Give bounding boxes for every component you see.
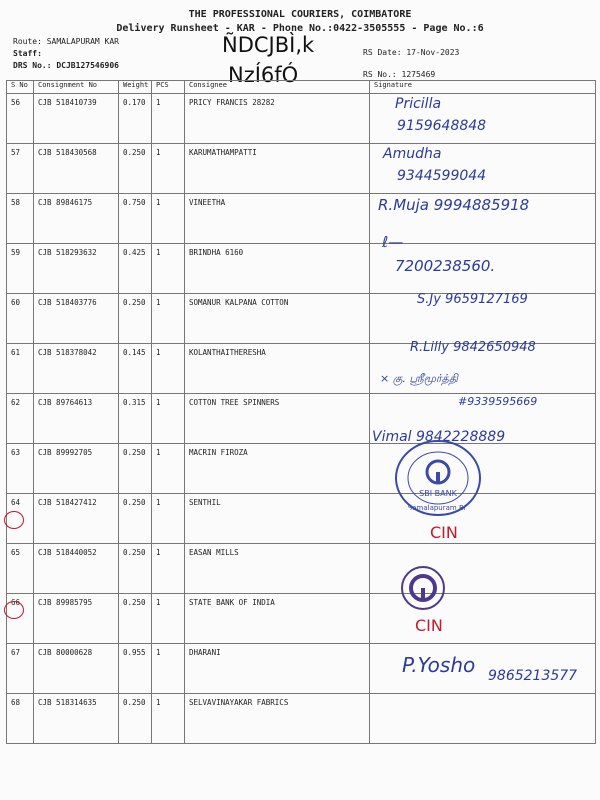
- row-consignment: CJB 518430568: [34, 144, 119, 194]
- signature-68-mark: P.Yosho: [402, 653, 476, 677]
- row-consignee: KOLANTHAITHERESHA: [185, 344, 370, 394]
- row-weight: 0.145: [119, 344, 152, 394]
- row-consignee: VINEETHA: [185, 194, 370, 244]
- route-value: SAMALAPURAM KAR: [46, 37, 119, 46]
- row-consignee: KARUMATHAMPATTI: [185, 144, 370, 194]
- row-consignment: CJB 89985795: [34, 594, 119, 644]
- row-sno: 63: [7, 444, 34, 494]
- runsheet-subtitle: Delivery Runsheet - KAR - Phone No.:0422-3505555 - Page No.:6: [116, 23, 484, 34]
- row-pcs: 1: [152, 444, 185, 494]
- row-weight: 0.250: [119, 444, 152, 494]
- staff-label: Staff:: [13, 49, 42, 58]
- col-consignment: Consignment No: [34, 81, 119, 94]
- row-sno: 57: [7, 144, 34, 194]
- row-pcs: 1: [152, 344, 185, 394]
- row-sno: 68: [7, 694, 34, 744]
- row-weight: 0.425: [119, 244, 152, 294]
- row-pcs: 1: [152, 694, 185, 744]
- col-weight: Weight: [119, 81, 152, 94]
- signature-58: R.Muja 9994885918: [378, 196, 530, 214]
- row-consignee: MACRIN FIROZA: [185, 444, 370, 494]
- bank-stamp-purple: [400, 565, 446, 611]
- row-pcs: 1: [152, 544, 185, 594]
- row-weight: 0.750: [119, 194, 152, 244]
- barcode-line-2: NzÍ6fÓ: [228, 63, 299, 87]
- row-consignee: SOMANUR KALPANA COTTON: [185, 294, 370, 344]
- signature-62-phone: #9339595669: [458, 395, 538, 408]
- cin-mark-65: CIN: [430, 523, 458, 542]
- barcode-line-1: ÑDCJBÌ,k: [222, 33, 315, 57]
- row-consignee: EASAN MILLS: [185, 544, 370, 594]
- row-sno: 65: [7, 544, 34, 594]
- row-consignment: CJB 89846175: [34, 194, 119, 244]
- row-weight: 0.250: [119, 694, 152, 744]
- row-consignment: CJB 518410739: [34, 94, 119, 144]
- col-consignee: Consignee: [185, 81, 370, 94]
- row-consignment: CJB 518378042: [34, 344, 119, 394]
- row-sno: 58: [7, 194, 34, 244]
- red-circle-65: [4, 511, 24, 529]
- drs-line: [13, 61, 119, 70]
- row-weight: 0.170: [119, 94, 152, 144]
- row-consignment: CJB 518427412: [34, 494, 119, 544]
- route-label: Route:: [13, 37, 42, 46]
- signature-57-phone: 9344599044: [397, 168, 487, 184]
- table-row: [7, 444, 596, 494]
- row-pcs: 1: [152, 94, 185, 144]
- row-weight: 0.315: [119, 394, 152, 444]
- row-pcs: 1: [152, 244, 185, 294]
- rs-number: RS No.: 1275469: [363, 70, 436, 79]
- row-sno: 56: [7, 94, 34, 144]
- table-row: [7, 494, 596, 544]
- red-circle-67: [4, 601, 24, 619]
- row-consignee: STATE BANK OF INDIA: [185, 594, 370, 644]
- row-pcs: 1: [152, 394, 185, 444]
- table-row: [7, 544, 596, 594]
- row-weight: 0.250: [119, 594, 152, 644]
- table-row: [7, 144, 596, 194]
- rs-date: RS Date: 17-Nov-2023: [363, 48, 460, 57]
- table-header-row: [7, 81, 596, 94]
- runsheet-table: [6, 80, 596, 744]
- row-consignee: COTTON TREE SPINNERS: [185, 394, 370, 444]
- row-consignment: CJB 89992705: [34, 444, 119, 494]
- row-pcs: 1: [152, 294, 185, 344]
- row-weight: 0.250: [119, 494, 152, 544]
- signature-56-phone: 9159648848: [397, 118, 487, 134]
- row-sno: 64: [7, 494, 34, 544]
- signature-63: Vimal 9842228889: [372, 429, 506, 445]
- sbi-stamp-bank: SBI BANK: [419, 489, 457, 498]
- table-row: [7, 594, 596, 644]
- row-consignee: DHARANI: [185, 644, 370, 694]
- row-weight: 0.250: [119, 294, 152, 344]
- row-sno: 60: [7, 294, 34, 344]
- signature-57-name: Amudha: [383, 146, 442, 162]
- col-sno: S No: [7, 81, 34, 94]
- signature-60: S.Jy 9659127169: [417, 292, 528, 307]
- row-signature: [370, 694, 596, 744]
- row-consignment: CJB 518403776: [34, 294, 119, 344]
- signature-62-tamil: × கு. ஸ்ரீமூர்த்தி: [380, 372, 458, 385]
- company-title: THE PROFESSIONAL COURIERS, COIMBATORE: [188, 9, 412, 20]
- row-pcs: 1: [152, 194, 185, 244]
- row-sno: 59: [7, 244, 34, 294]
- row-sno: 66: [7, 594, 34, 644]
- row-pcs: 1: [152, 144, 185, 194]
- row-sno: 67: [7, 644, 34, 694]
- row-sno: 61: [7, 344, 34, 394]
- col-pcs: PCS: [152, 81, 185, 94]
- signature-59-phone: 7200238560.: [395, 257, 496, 275]
- table-row: [7, 694, 596, 744]
- col-signature: Signature: [370, 81, 596, 94]
- row-consignment: CJB 80000628: [34, 644, 119, 694]
- signature-61: R.Lilly 9842650948: [410, 340, 536, 355]
- row-consignee: SELVAVINAYAKAR FABRICS: [185, 694, 370, 744]
- signature-68-phone: 9865213577: [488, 668, 578, 684]
- route-line: [13, 37, 119, 46]
- row-pcs: 1: [152, 644, 185, 694]
- row-consignee: BRINDHA 6160: [185, 244, 370, 294]
- row-consignee: PRICY FRANCIS 28282: [185, 94, 370, 144]
- row-weight: 0.955: [119, 644, 152, 694]
- table-row: [7, 244, 596, 294]
- row-consignment: CJB 518293632: [34, 244, 119, 294]
- row-consignment: CJB 89764613: [34, 394, 119, 444]
- row-consignment: CJB 518440052: [34, 544, 119, 594]
- row-consignee: SENTHIL: [185, 494, 370, 544]
- drs-value: DCJB127546906: [56, 61, 119, 70]
- row-weight: 0.250: [119, 144, 152, 194]
- signature-56-name: Pricilla: [395, 96, 442, 112]
- sbi-bank-stamp: [393, 438, 483, 518]
- row-pcs: 1: [152, 594, 185, 644]
- row-consignment: CJB 518314635: [34, 694, 119, 744]
- table-row: [7, 94, 596, 144]
- drs-label: DRS No.:: [13, 61, 52, 70]
- signature-59-mark: ℓ—: [382, 233, 404, 251]
- row-weight: 0.250: [119, 544, 152, 594]
- sbi-stamp-branch: Samalapuram Br.: [407, 504, 469, 512]
- row-sno: 62: [7, 394, 34, 444]
- row-pcs: 1: [152, 494, 185, 544]
- cin-mark-67: CIN: [415, 616, 443, 635]
